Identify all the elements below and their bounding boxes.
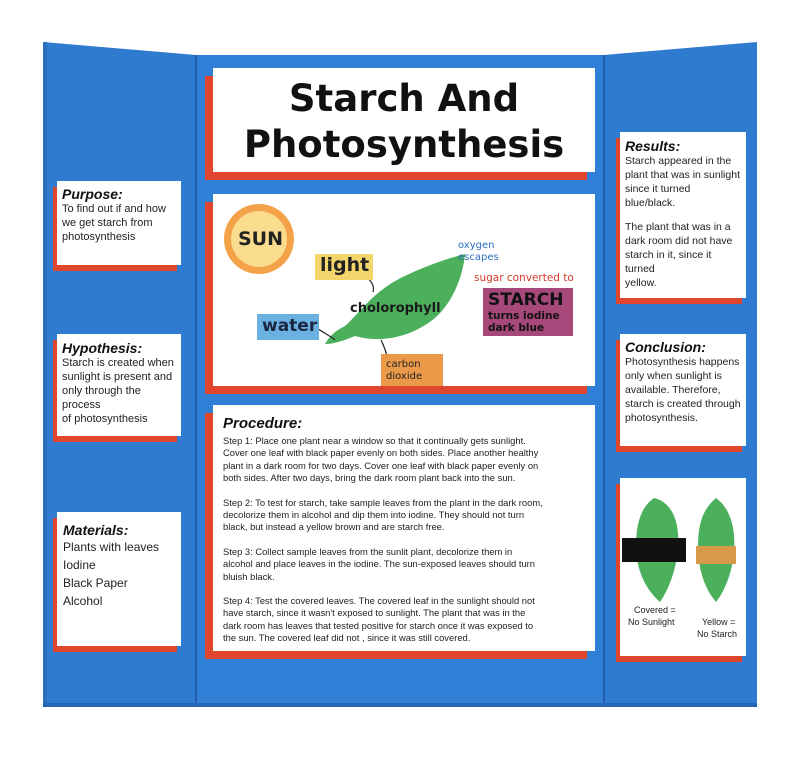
hypothesis-card — [53, 334, 181, 442]
conclusion-heading: Conclusion: — [625, 339, 706, 355]
chlorophyll-label: cholorophyll — [350, 301, 441, 316]
procedure-line: alcohol and place leaves in the iodine. The sun-exposed leaves should turn — [223, 558, 536, 570]
procedure-step-2 — [223, 497, 587, 534]
conclusion-line: starch is created through — [625, 398, 741, 410]
procedure-line: have starch, since it wasn't exposed to sunlight. The plant that was in the — [223, 607, 526, 619]
materials-heading: Materials: — [63, 522, 129, 538]
procedure-line: both sides. After two days, bring the dark room plant back into the sun. — [223, 472, 516, 484]
materials-item: Plants with leaves — [63, 540, 160, 554]
starch-label: STARCH — [488, 290, 564, 310]
sun-label: SUN — [238, 228, 284, 250]
water-to-leaf-line — [317, 328, 335, 340]
results-line: dark room did not have — [625, 235, 733, 247]
starch-sub-line-1: turns iodine — [488, 310, 560, 322]
hypothesis-line: only through the process — [62, 385, 141, 411]
conclusion-line: Photosynthesis happens — [625, 356, 740, 368]
water-label: water — [262, 316, 318, 336]
yellow-caption-line-1: Yellow = — [702, 617, 736, 627]
procedure-heading: Procedure: — [223, 415, 303, 432]
covered-caption-line-2: No Sunlight — [628, 617, 675, 627]
carbon-label-line-2: dioxide — [386, 371, 423, 382]
procedure-line: Cover one leaf with black paper evenly on both sides. Place another healthy — [223, 447, 539, 459]
conclusion-card — [616, 334, 746, 452]
yellow-caption-line-2: No Starch — [697, 629, 738, 639]
carbon-label-line-1: carbon — [386, 359, 421, 370]
procedure-line: dark room has leaves that tested positive for starch once it was exposed to — [223, 619, 534, 631]
light-label: light — [320, 254, 370, 276]
results-line: plant that was in sunlight — [625, 169, 740, 181]
results-line: Starch appeared in the — [625, 155, 732, 167]
materials-item: Alcohol — [63, 594, 103, 608]
materials-item: Black Paper — [63, 576, 128, 590]
yellow-band — [696, 546, 736, 564]
procedure-line: black, but instead a yellow brown and are starch free. — [223, 521, 445, 533]
procedure-line: Step 1: Place one plant near a window so that it continually gets sunlight. — [223, 435, 526, 446]
procedure-line: Step 4: Test the covered leaves. The covered leaf in the sunlight should not — [223, 595, 535, 607]
procedure-step-1 — [223, 435, 587, 485]
oxygen-label-line-2: escapes — [458, 252, 499, 263]
procedure-card — [205, 405, 595, 659]
purpose-heading: Purpose: — [62, 186, 123, 202]
results-line: The plant that was in a — [625, 221, 731, 233]
procedure-line: decolorize them in alcohol and dip them into iodine. They should not turn — [223, 509, 525, 521]
conclusion-line: photosynthesis. — [625, 412, 698, 424]
materials-card — [53, 512, 181, 652]
carbon-to-leaf-line — [381, 340, 387, 356]
procedure-step-3 — [223, 546, 587, 583]
purpose-line: we get starch from — [62, 217, 153, 229]
conclusion-line: only when sunlight is — [625, 370, 722, 382]
starch-sub-line-2: dark blue — [488, 322, 545, 334]
procedure-step-4 — [223, 595, 587, 645]
results-card — [616, 132, 746, 304]
title-card — [205, 68, 595, 180]
procedure-line: plant in a dark room for two days. Cover one leaf with black paper evenly on — [223, 459, 539, 471]
purpose-card — [53, 181, 181, 271]
hypothesis-line: of photosynthesis — [62, 413, 148, 425]
title-line-2: Photosynthesis — [243, 123, 565, 166]
results-line: yellow. — [625, 277, 657, 289]
black-paper-cover — [622, 538, 686, 562]
procedure-line: Step 3: Collect sample leaves from the sunlit plant, decolorize them in — [223, 545, 513, 557]
board-left-panel-edge — [43, 42, 47, 705]
conclusion-line: available. Therefore, — [625, 384, 721, 396]
results-line: starch in it, since it turned — [625, 249, 712, 275]
board-bottom-shadow — [43, 703, 757, 707]
covered-caption-line-1: Covered = — [634, 605, 676, 615]
hypothesis-line: sunlight is present and — [62, 371, 173, 383]
procedure-line: bluish black. — [223, 570, 275, 582]
oxygen-label-line-1: oxygen — [458, 240, 495, 251]
materials-item: Iodine — [63, 558, 96, 572]
title-line-1: Starch And — [288, 77, 520, 120]
procedure-line: Step 2: To test for starch, take sample leaves from the plant in the dark room, — [223, 496, 543, 508]
results-line: since it turned blue/black. — [625, 183, 691, 209]
results-heading: Results: — [625, 138, 681, 154]
hypothesis-line: Starch is created when — [62, 357, 174, 369]
hypothesis-heading: Hypothesis: — [62, 340, 143, 356]
leaf-test-illustration — [620, 478, 746, 608]
purpose-line: photosynthesis — [62, 231, 136, 243]
procedure-line: the sun. The covered leaf did not , since it was still covered. — [223, 632, 471, 644]
sugar-label: sugar converted to — [474, 272, 574, 284]
purpose-line: To find out if and how — [62, 203, 166, 215]
